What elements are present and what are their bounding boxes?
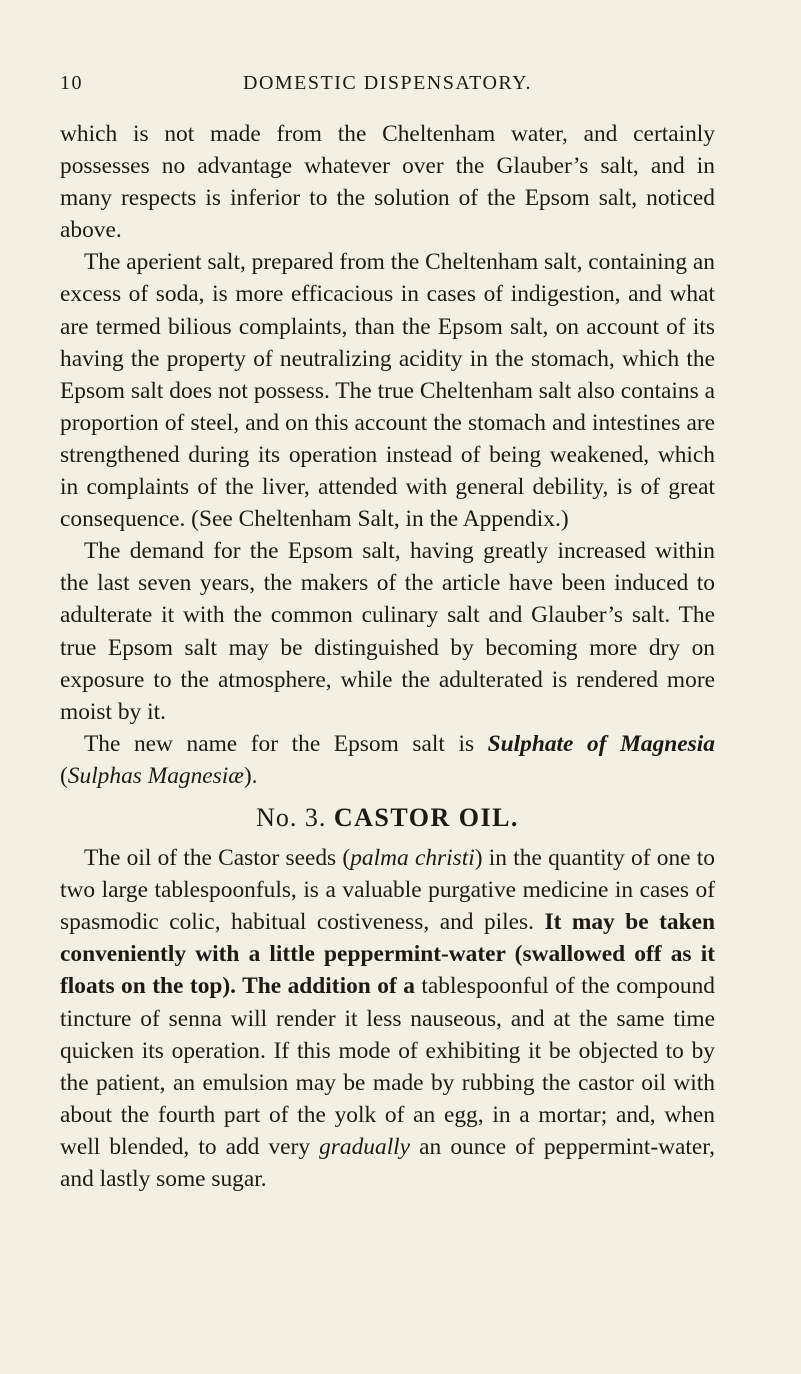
text-run: ). [243,762,258,789]
paragraph-new-name [60,728,715,792]
text-run: tablespoonful of the compound tincture of senna will render it less nauseous, and at the same time quicken its operation. If this mode of exhibiting it be objected to by the patient, an emulsion may be made by rubbing the castor oil with about the fourth part of the yolk of an egg, in a mortar; and, when well blended, to add very [60,973,715,1160]
text-run-bold-article: a [403,973,415,1000]
section-number: No. 3. [256,802,327,832]
text-run: an ounce of peppermint-water, and lastly some sugar. [60,1133,715,1192]
paragraph-continued: which is not made from the Cheltenham water, and certainly possesses no advantage whatever over the Glauber’s salt, and in many respects is inferior to the solution of the Epsom salt, noticed above. [60,121,715,244]
paragraph-aperient-salt: The aperient salt, prepared from the Cheltenham salt, containing an excess of soda, is more efficacious in cases of indigestion, and what are termed bilious complaints, than the Epsom salt, on account of its having the property of neutralizing acidity in the stomach, which the Epsom salt does not possess. The true Cheltenham salt also contains a proportion of steel, and on this account the stomach and intestines are strengthened during its operation instead of being weakened, which in complaints of the liver, attended with general debility, is of great consequence. (See Cheltenham Salt, in the Appendix.) [60,249,715,533]
text-run-bold: It may be taken conveniently with a little peppermint-water (swallowed off as it floats on the top). The addition of [60,909,715,1000]
italic-name: Sulphate of Magnesia [487,730,715,757]
italic-latin-name: Sulphas Magnesiæ [67,762,244,789]
page-header [60,72,715,102]
page-body [60,118,715,1195]
italic-latin-name: palma christi [350,845,475,872]
text-run: The oil of the Castor seeds ( [84,845,351,872]
paragraph-adulteration: The demand for the Epsom salt, having greatly increased within the last seven years, the makers of the article have been induced to adulterate it with the common culinary salt and Glauber’s salt. The true Epsom salt may be distinguished by becoming more dry on exposure to the atmosphere, while the adulterated is rendered more moist by it. [60,538,715,725]
running-head: DOMESTIC DISPENSATORY. [243,72,532,94]
italic-emphasis: gradually [319,1133,411,1160]
paragraph-castor-oil [60,842,715,1195]
section-title: CASTOR OIL. [333,802,519,832]
text-run: ( [60,762,68,789]
text-run: ) in the quantity of one to two large tablespoonfuls, is a valuable purgative medicine in cases of spasmodic colic, habitual costiveness, and piles. [60,845,715,936]
page-number: 10 [60,72,83,94]
section-heading [60,802,715,834]
text-run: The new name for the Epsom salt is [84,730,488,757]
